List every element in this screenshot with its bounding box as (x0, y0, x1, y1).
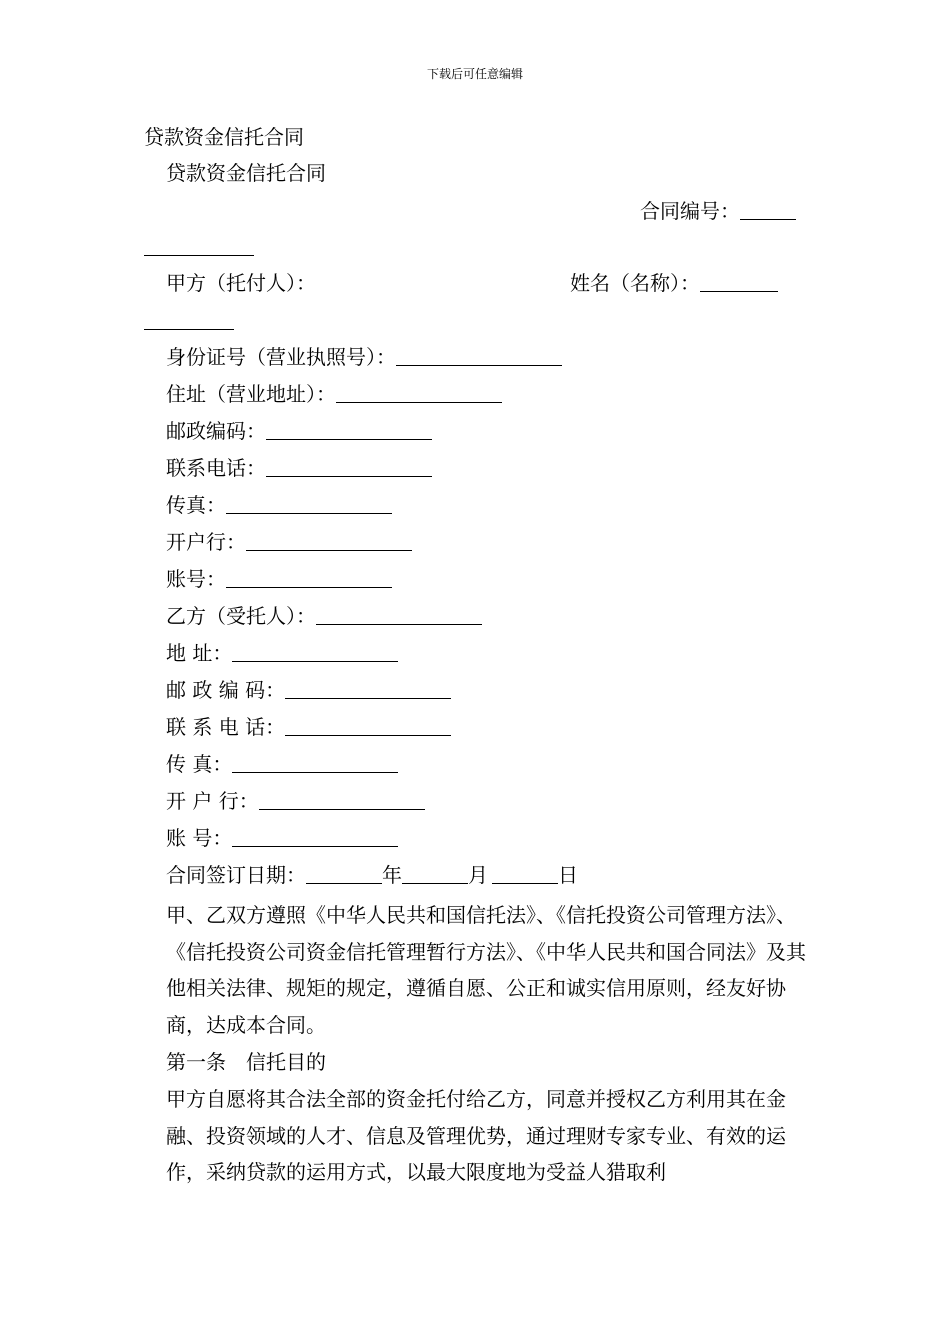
field-blank[interactable] (336, 382, 502, 403)
party-a-id-field (166, 344, 562, 370)
contract-number-blank-cont (144, 234, 254, 260)
field-label: 账号： (166, 567, 226, 591)
document-subtitle: 贷款资金信托合同 (166, 161, 326, 185)
field-blank[interactable] (226, 493, 392, 514)
party-a-phone-field (166, 455, 432, 481)
field-blank[interactable] (396, 345, 562, 366)
party-b-label: 乙方（受托人）： (166, 604, 316, 628)
party-a-postcode-field (166, 418, 432, 444)
field-label: 联 系 电 话： (166, 715, 286, 739)
contract-number-label: 合同编号： (640, 199, 740, 223)
article-1-title: 第一条 信托目的 (166, 1050, 326, 1074)
field-blank[interactable] (316, 604, 482, 625)
field-blank[interactable] (246, 530, 412, 551)
party-b-phone-field (166, 714, 451, 740)
field-blank[interactable] (232, 641, 398, 662)
party-a-fax-field (166, 492, 392, 518)
contract-number-blank[interactable] (740, 199, 796, 220)
field-label: 地 址： (166, 641, 233, 665)
field-blank[interactable] (232, 752, 398, 773)
field-label: 住址（营业地址）： (166, 382, 336, 406)
day-label: 日 (558, 863, 578, 887)
year-blank[interactable] (306, 863, 382, 884)
party-a-name-label: 姓名（名称）： (570, 271, 700, 295)
field-blank[interactable] (266, 419, 432, 440)
article-1-paragraph (144, 1081, 810, 1191)
field-blank[interactable] (232, 826, 398, 847)
page-header-note: 下载后可任意编辑 (426, 67, 523, 81)
field-label: 传真： (166, 493, 226, 517)
month-label: 月 (468, 863, 488, 887)
party-b-fax-field (166, 751, 398, 777)
party-b-postcode-field (166, 677, 451, 703)
field-blank[interactable] (285, 678, 451, 699)
field-label: 身份证号（营业执照号）： (166, 345, 396, 369)
party-a-address-field (166, 381, 502, 407)
party-b-field (166, 603, 482, 629)
field-blank[interactable] (259, 789, 425, 810)
party-b-address-field (166, 640, 398, 666)
document-title: 贷款资金信托合同 (144, 125, 304, 149)
field-label: 联系电话： (166, 456, 266, 480)
field-label: 邮 政 编 码： (166, 678, 286, 702)
party-b-account-field (166, 825, 398, 851)
party-a-bank-field (166, 529, 412, 555)
party-a-label: 甲方（托付人）： (166, 271, 316, 295)
day-blank[interactable] (492, 863, 558, 884)
month-blank[interactable] (402, 863, 468, 884)
sign-date-label: 合同签订日期： (166, 863, 306, 887)
sign-date-field (166, 862, 578, 888)
field-label: 账 号： (166, 826, 233, 850)
article-1-text: 甲方自愿将其合法全部的资金托付给乙方，同意并授权乙方利用其在金融、投资领域的人才、信息及管理优势，通过理财专家专业、有效的运作，采纳贷款的运用方式，以最大限度地为受益人猎取利 (166, 1087, 786, 1184)
field-label: 开户行： (166, 530, 246, 554)
preamble-paragraph (144, 897, 810, 1043)
year-label: 年 (382, 863, 402, 887)
field-label: 邮政编码： (166, 419, 266, 443)
party-b-bank-field (166, 788, 425, 814)
party-a-name-field (570, 270, 778, 296)
contract-number-field (640, 198, 796, 224)
field-blank[interactable] (285, 715, 451, 736)
field-label: 传 真： (166, 752, 233, 776)
field-blank[interactable] (266, 456, 432, 477)
field-blank[interactable] (226, 567, 392, 588)
party-a-name-blank[interactable] (700, 271, 778, 292)
party-a-account-field (166, 566, 392, 592)
preamble-text: 甲、乙双方遵照《中华人民共和国信托法》、《信托投资公司管理方法》、《信托投资公司资金信托管理暂行方法》、《中华人民共和国合同法》及其他相关法律、规矩的规定，遵循自愿、公正和诚实信用原则，经友好协商，达成本合同。 (166, 903, 806, 1037)
party-a-name-blank-cont (144, 308, 234, 334)
field-label: 开 户 行： (166, 789, 259, 813)
